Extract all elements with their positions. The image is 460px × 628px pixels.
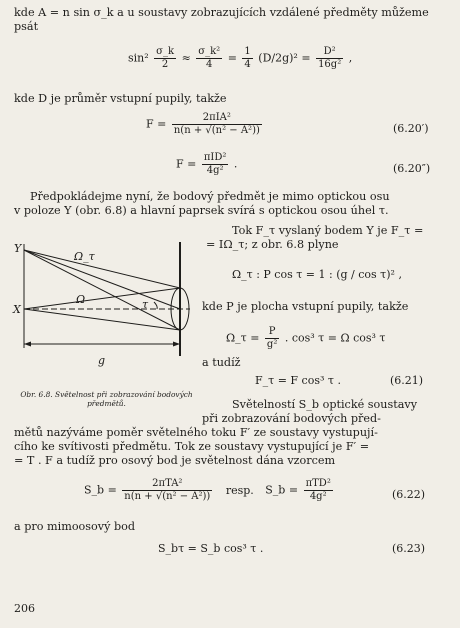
equation-3	[176, 152, 237, 177]
eq2-left: F =	[146, 117, 167, 131]
ray-top-upper	[24, 250, 180, 288]
text-line-13: cího ke svítivosti předmětu. Tok ze soustavy vystupující je F′ =	[14, 440, 370, 453]
text-line-3: kde D je průměr vstupní pupily, takže	[14, 92, 227, 105]
text-line-9: a tudíž	[202, 356, 241, 369]
text-line-6: Tok F_τ vyslaný bodem Y je F_τ =	[232, 224, 424, 237]
eq7-number: (6.22)	[392, 488, 426, 501]
label-y: Y	[14, 242, 22, 255]
chief-ray	[24, 250, 180, 309]
page-number: 206	[14, 602, 35, 615]
equation-8: S_bτ = S_b cos³ τ .	[158, 542, 264, 555]
text-line-7: = IΩ_τ; z obr. 6.8 plyne	[206, 238, 339, 251]
text-line-14: = T . F a tudíž pro osový bod je světelnost dána vzorcem	[14, 454, 336, 467]
eq7-frac2: $\frac{\text{πTD²}}{\text{4g²}}$	[305, 478, 331, 502]
text-line-10: Světelností S_b optické soustavy	[232, 398, 418, 411]
angle-arc	[154, 302, 157, 309]
text-line-2: psát	[14, 20, 39, 33]
label-x: X	[13, 303, 21, 316]
eq2-number: (6.20′)	[393, 122, 429, 135]
eq5-right: . cos³ τ = Ω cos³ τ	[284, 331, 386, 345]
ray-axis-lower	[24, 309, 180, 330]
eq1-equals-2: =	[301, 51, 311, 65]
figure-6-8	[12, 240, 202, 388]
eq2-frac: $\frac{\text{2πIA²}}{\text{n(n + √(n² − A²))}}$	[173, 112, 260, 136]
equation-1	[128, 46, 352, 71]
eq1-frac1: $\frac{\sigma\_k}{2}$	[156, 46, 175, 70]
figure-caption: Obr. 6.8. Světelnost při zobrazování bodových předmětů.	[20, 390, 193, 408]
text-line-12: mětů nazýváme poměr světelného toku F′ ze soustavy vystupují-	[14, 426, 378, 439]
eq1-frac3: $\frac{1}{4}$	[244, 46, 251, 70]
ray-top-lower	[24, 250, 180, 330]
eq7-frac1: $\frac{\text{2πTA²}}{\text{n(n + √(n² − A²))}}$	[124, 478, 211, 502]
eq8-number: (6.23)	[392, 542, 426, 555]
text-line-11: při zobrazování bodových před-	[202, 412, 381, 425]
eq3-dot: .	[233, 157, 238, 171]
label-omega-tau: Ω_τ	[74, 250, 95, 263]
eq7-resp: resp.	[225, 483, 254, 497]
eq1-frac2: $\frac{\text{σ\_k²}}{4}$	[198, 46, 221, 70]
eq1-frac4: $\frac{\text{D²}}{\text{16g²}}$	[318, 46, 342, 70]
equation-7	[84, 478, 335, 503]
eq1-paren: (D/2g)²	[258, 51, 298, 65]
eq1-left: sin²	[128, 51, 149, 65]
text-line-4: Předpokládejme nyní, že bodový předmět je mimo optickou osu	[30, 190, 390, 203]
eq1-equals-1: =	[227, 51, 237, 65]
eq3-frac: $\frac{\text{πID²}}{\text{4g²}}$	[203, 152, 227, 176]
equation-5	[226, 326, 386, 351]
eq5-frac: $\frac{P}{\text{g²}}$	[266, 326, 278, 350]
label-g: g	[98, 354, 106, 367]
text-line-5: v poloze Y (obr. 6.8) a hlavní paprsek svírá s optickou osou úhel τ.	[14, 204, 389, 217]
eq7-left: S_b =	[84, 483, 117, 497]
eq6-number: (6.21)	[390, 374, 424, 387]
label-tau: τ	[142, 298, 149, 311]
eq3-number: (6.20″)	[393, 162, 431, 175]
equation-4: Ω_τ : P cos τ = 1 : (g / cos τ)² ,	[232, 268, 402, 281]
text-line-1: kde A = n sin σ_k a u soustavy zobrazujících vzdálené předměty můžeme	[14, 6, 429, 19]
eq1-comma: ,	[348, 51, 353, 65]
eq1-approx: ≈	[181, 51, 191, 65]
text-line-8: kde P je plocha vstupní pupily, takže	[202, 300, 409, 313]
eq3-left: F =	[176, 157, 197, 171]
label-omega: Ω	[76, 293, 86, 306]
equation-2	[146, 112, 264, 137]
text-line-15: a pro mimoosový bod	[14, 520, 136, 533]
eq7-left-2: S_b =	[265, 483, 299, 497]
equation-6: F_τ = F cos³ τ .	[255, 374, 341, 387]
eq5-left: Ω_τ =	[226, 331, 260, 345]
